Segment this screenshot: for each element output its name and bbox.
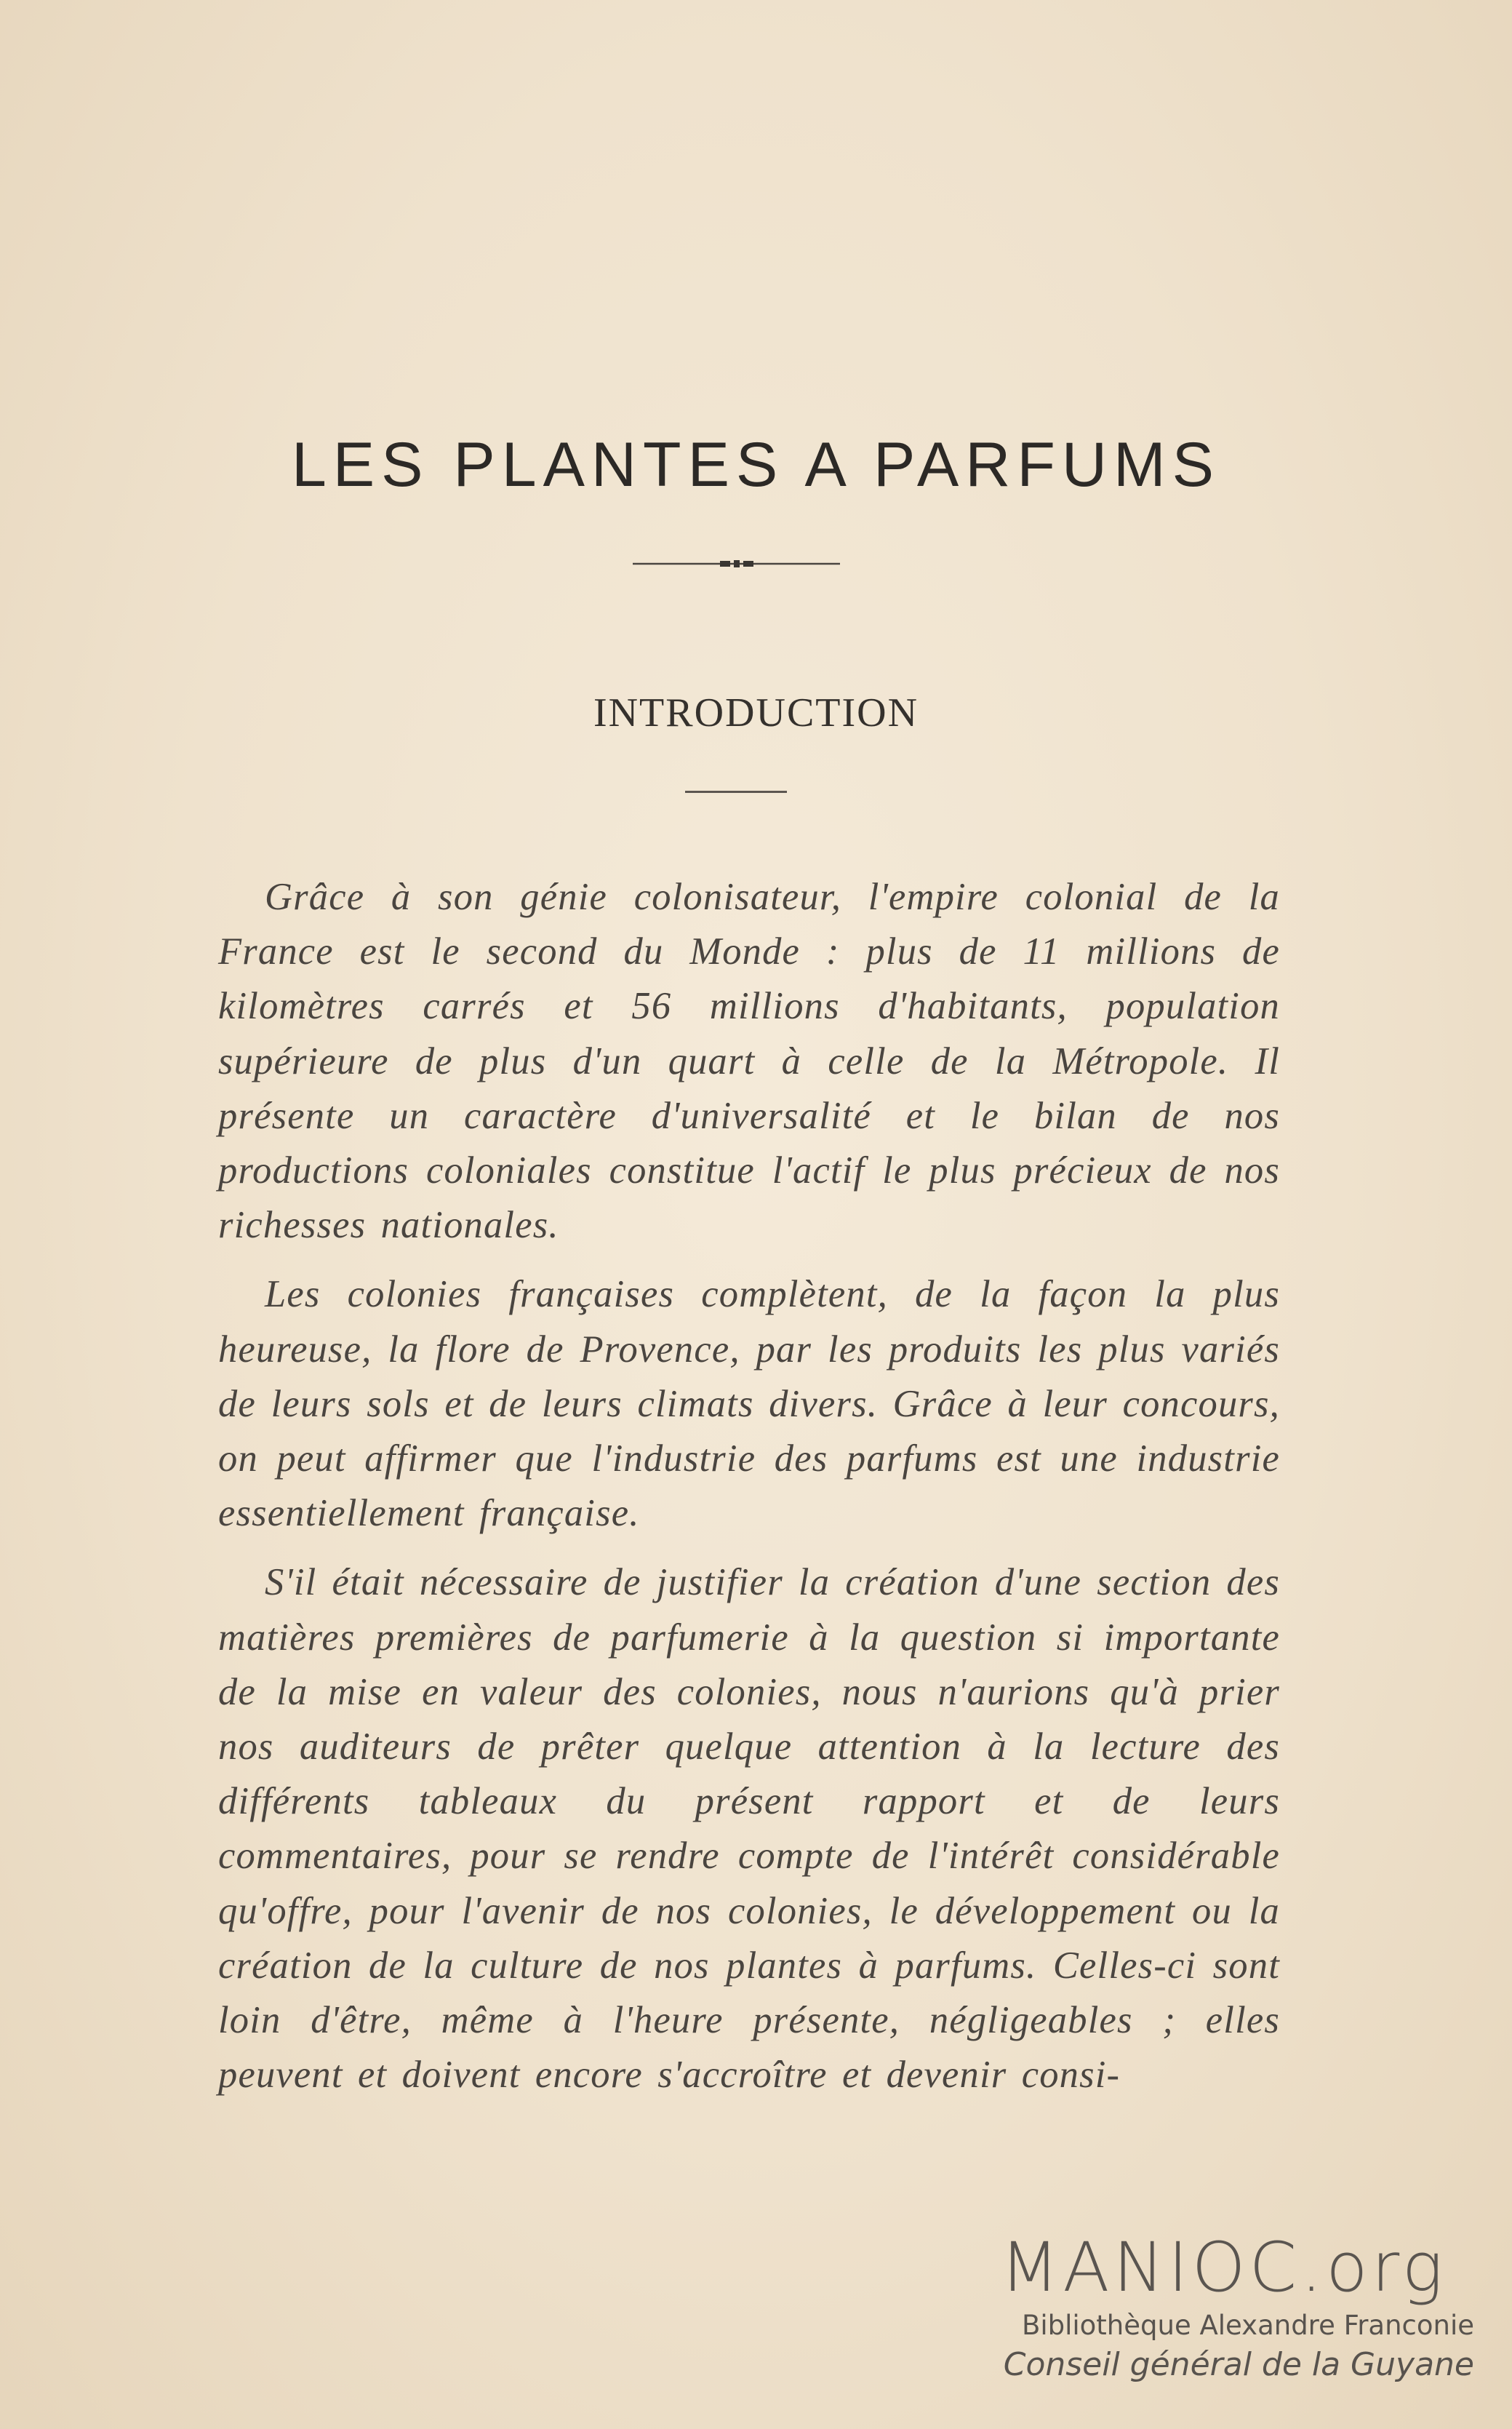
paragraph: S'il était nécessaire de justifier la création d'une section des matières premières de parfumerie à la question si importante de la mise en valeur des colonies, nous n'aurions qu'à prier nos auditeurs de prêter quelque attention à la lecture des différents tableaux du présent rapport et de leurs commentaires, pour se rendre compte de l'intérêt considérable qu'offre, pour l'avenir de nos colonies, le développement ou la création de la culture de nos plantes à parfums. Celles-ci sont loin d'être, même à l'heure présente, négligeables ; elles peuvent et doivent encore s'accroître et devenir consi- bbox=[218, 1561, 1280, 2097]
library-name: Bibliothèque Alexandre Franconie bbox=[1021, 2310, 1474, 2341]
body-text bbox=[218, 870, 1280, 2117]
council-name: Conseil général de la Guyane bbox=[1003, 2346, 1474, 2383]
section-heading: INTRODUCTION bbox=[593, 690, 919, 735]
paragraph: Grâce à son génie colonisateur, l'empire colonial de la France est le second du Monde : plus de 11 millions de kilomètres carrés et 56 millions d'habitants, population supérieure de plus d'un quart à celle de la Métropole. Il présente un caractère d'universalité et le bilan de nos productions coloniales constitue l'actif le plus précieux de nos richesses nationales. bbox=[218, 876, 1280, 1247]
title-ornament bbox=[633, 557, 840, 571]
paragraph: Les colonies françaises complètent, de la façon la plus heureuse, la flore de Provence, par les produits les plus variés de leurs sols et de leurs climats divers. Grâce à leur concours, on peut affirmer que l'industrie des parfums est une industrie essentiellement française. bbox=[218, 1273, 1280, 1535]
library-watermark bbox=[965, 2228, 1474, 2386]
heading-divider bbox=[685, 791, 787, 793]
page-title: LES PLANTES A PARFUMS bbox=[291, 430, 1221, 500]
manioc-logo: MANIOC.org bbox=[1000, 2228, 1447, 2308]
